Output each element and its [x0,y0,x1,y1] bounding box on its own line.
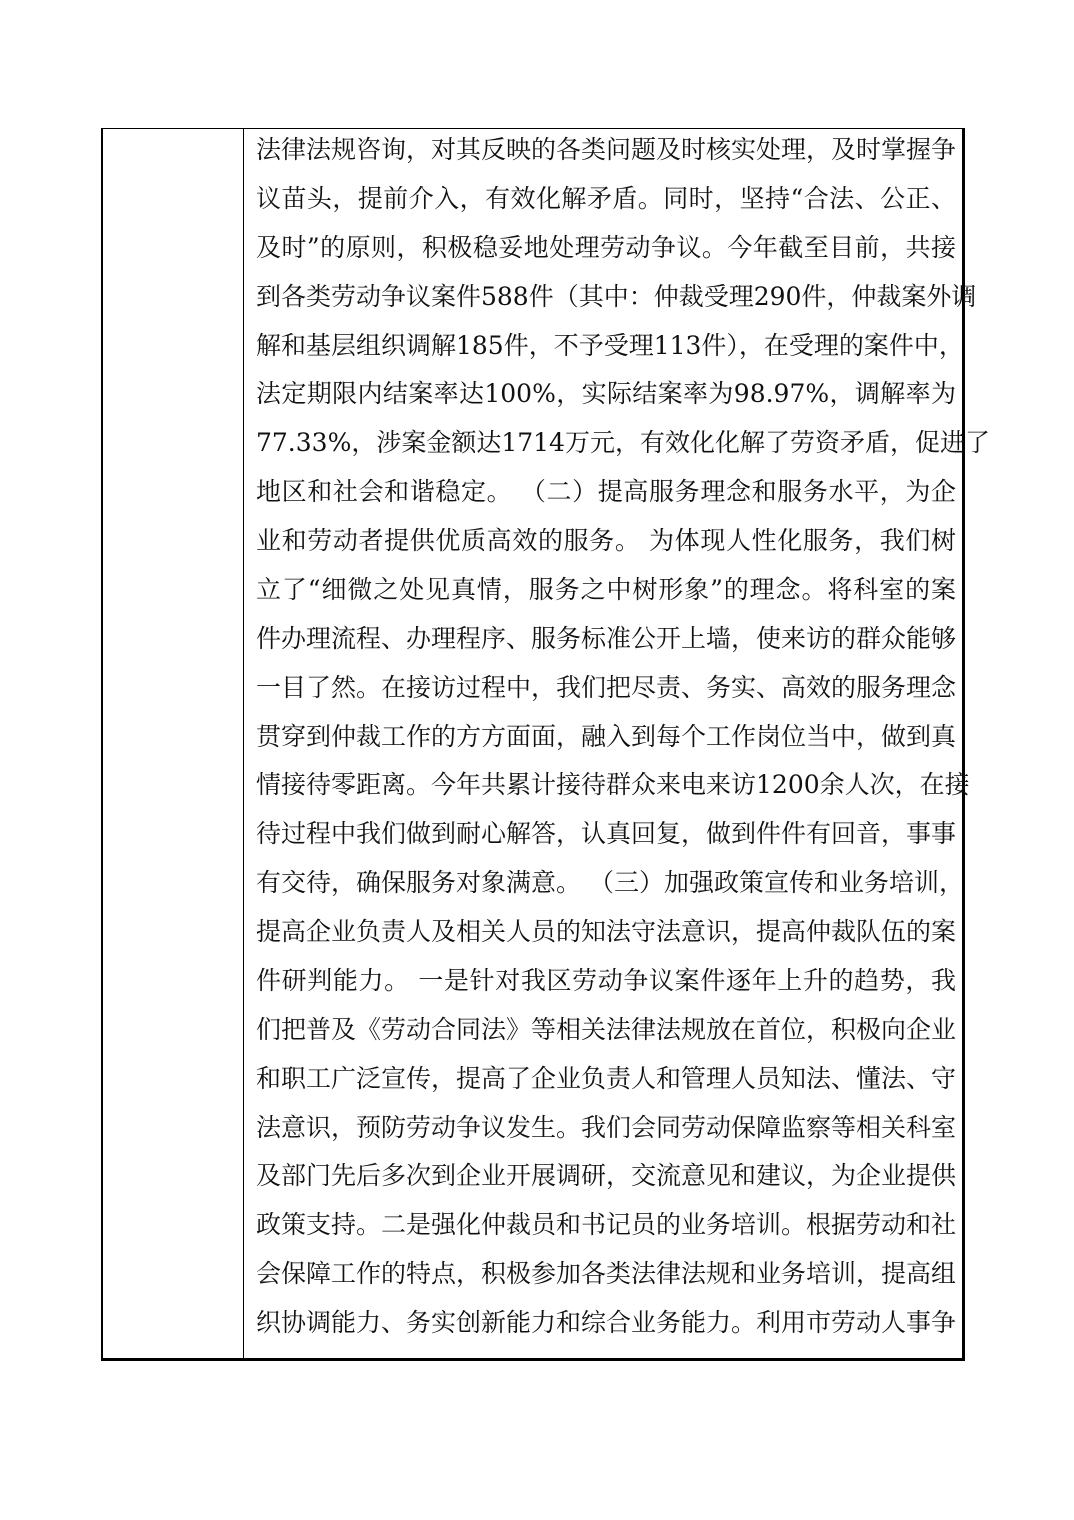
text-line: 情接待零距离。今年共累计接待群众来电来访1200余人次，在接 [256,770,970,799]
text-line: 政策支持。二是强化仲裁员和书记员的业务培训。根据劳动和社 [256,1210,957,1239]
text-line: 法定期限内结案率达100%，实际结案率为98.97%，调解率为 [256,379,956,408]
text-line: 提高企业负责人及相关人员的知法守法意识，提高仲裁队伍的案 [256,917,957,946]
text-line: 和职工广泛宣传，提高了企业负责人和管理人员知法、懂法、守 [256,1064,957,1093]
text-line: 业和劳动者提供优质高效的服务。 为体现人性化服务，我们树 [256,526,956,555]
table-text-cell [256,129,990,1358]
text-line: 法意识，预防劳动争议发生。我们会同劳动保障监察等相关科室 [256,1113,957,1142]
text-line: 件研判能力。 一是针对我区劳动争议案件逐年上升的趋势，我 [256,966,956,995]
text-line: 们把普及《劳动合同法》等相关法律法规放在首位，积极向企业 [256,1015,957,1044]
text-line: 会保障工作的特点，积极参加各类法律法规和业务培训，提高组 [256,1259,957,1288]
text-line: 解和基层组织调解185件，不予受理113件），在受理的案件中， [256,331,964,360]
text-line: 待过程中我们做到耐心解答，认真回复，做到件件有回音，事事 [256,819,957,848]
text-line: 贯穿到仲裁工作的方方面面，融入到每个工作岗位当中，做到真 [256,722,957,751]
text-line: 议苗头，提前介入，有效化解矛盾。同时，坚持“合法、公正、 [256,184,956,213]
text-line: 织协调能力、务实创新能力和综合业务能力。利用市劳动人事争 [256,1308,957,1337]
document-table [101,128,990,1361]
text-line: 件办理流程、办理程序、服务标准公开上墙，使来访的群众能够 [256,624,957,653]
text-line: 地区和社会和谐稳定。 （二）提高服务理念和服务水平，为企 [256,477,956,506]
text-line: 有交待，确保服务对象满意。 （三）加强政策宣传和业务培训， [256,868,964,897]
text-line: 77.33%，涉案金额达1714万元，有效化化解了劳资矛盾，促进了 [256,428,990,457]
text-line: 及部门先后多次到企业开展调研，交流意见和建议，为企业提供 [256,1161,957,1190]
text-line: 法律法规咨询，对其反映的各类问题及时核实处理，及时掌握争 [256,135,957,164]
text-line: 一目了然。在接访过程中，我们把尽责、务实、高效的服务理念 [256,673,957,702]
text-line: 立了“细微之处见真情，服务之中树形象”的理念。将科室的案 [256,575,956,604]
text-line: 及时”的原则，积极稳妥地处理劳动争议。今年截至目前，共接 [256,233,956,262]
table-left-cell [103,129,244,1358]
text-line: 到各类劳动争议案件588件（其中：仲裁受理290件，仲裁案外调 [256,282,977,311]
